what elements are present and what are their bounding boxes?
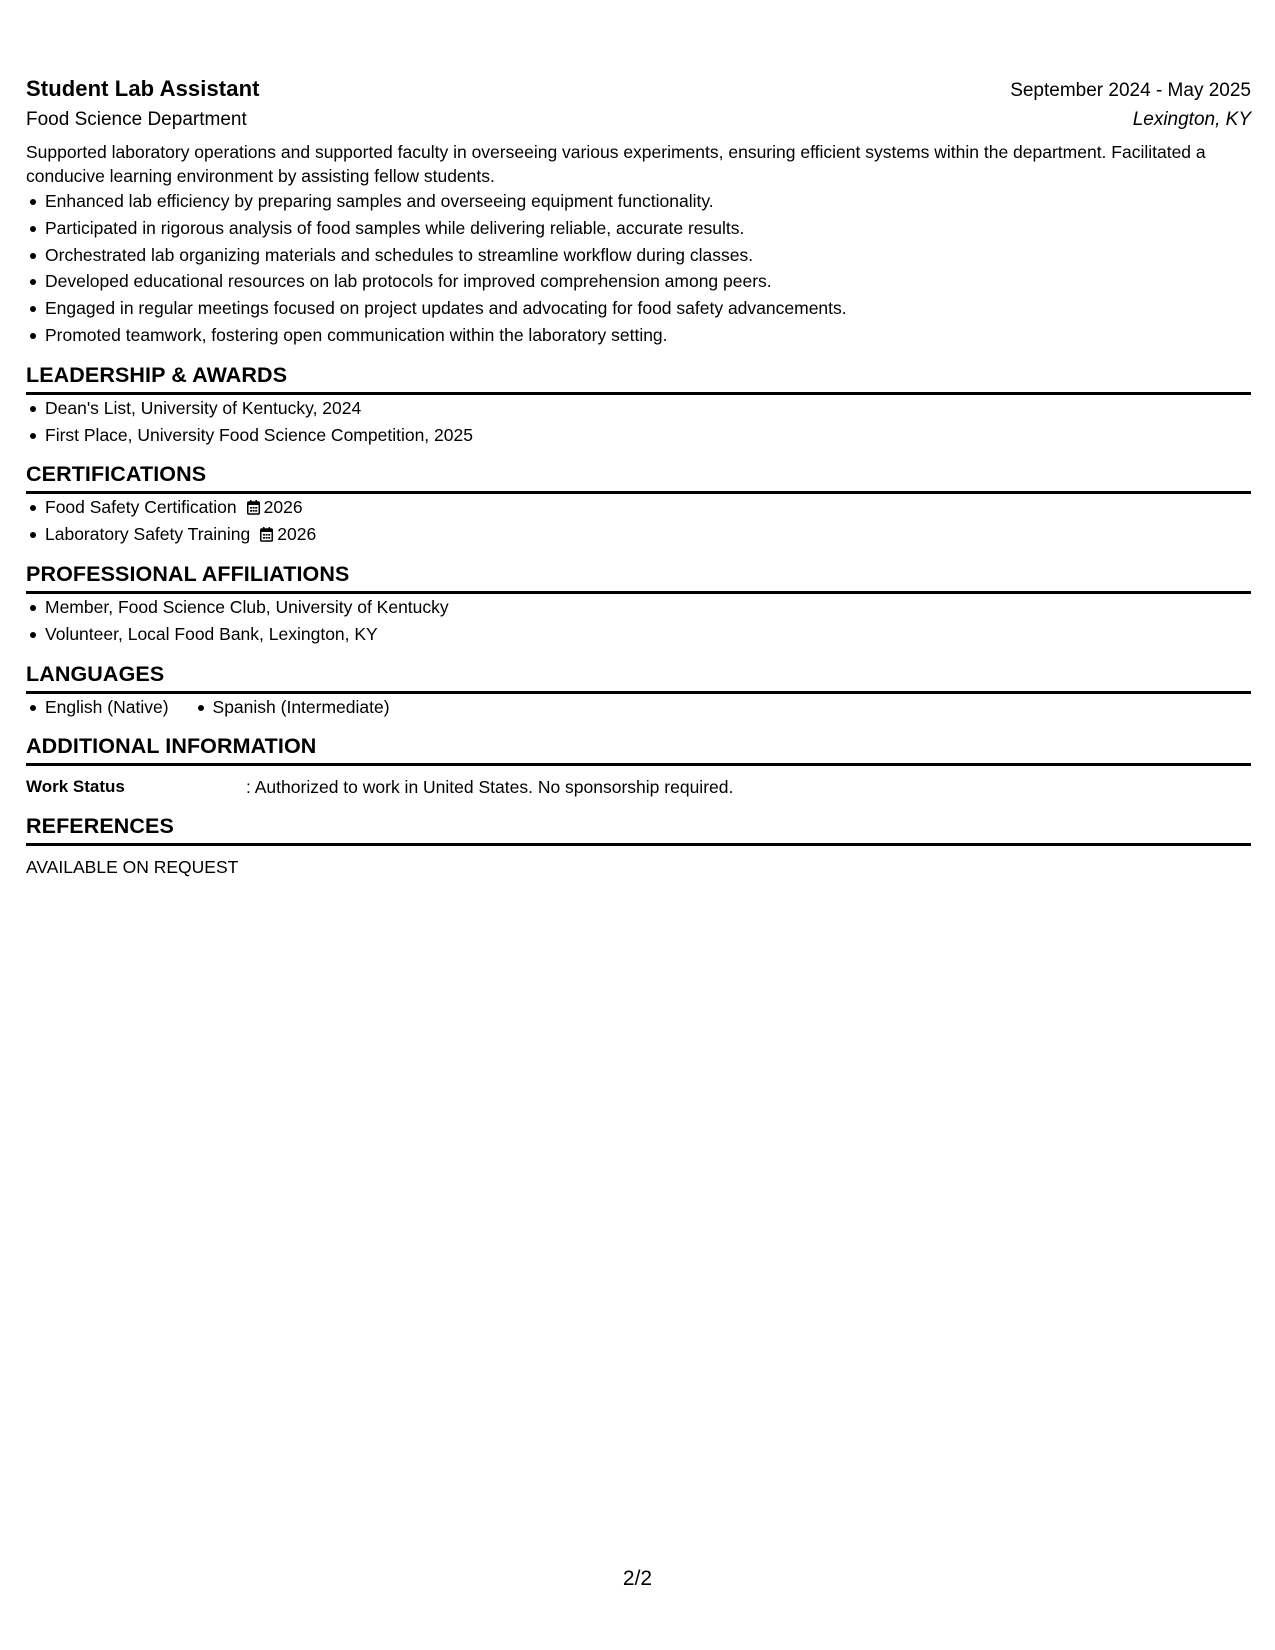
experience-entry [26,76,1251,349]
job-subheader [26,109,1251,131]
languages-section [26,662,1251,721]
calendar-icon [260,527,273,542]
certification-year: 2026 [277,524,317,545]
languages-list [26,694,1251,721]
references-text: AVAILABLE ON REQUEST [26,857,239,878]
additional-info-section [26,734,1251,800]
section-heading: PROFESSIONAL AFFILIATIONS [26,562,1251,594]
list-item: Volunteer, Local Food Bank, Lexington, KY [45,621,1251,648]
work-status-row [26,774,1251,800]
resume-page [26,76,1251,880]
leadership-section [26,363,1251,449]
list-item: Developed educational resources on lab protocols for improved comprehension among peers. [45,268,1251,295]
affiliations-section [26,562,1251,648]
certifications-section [26,462,1251,548]
section-heading: LANGUAGES [26,662,1251,694]
affiliations-list [26,594,1251,648]
section-heading: REFERENCES [26,814,1251,846]
job-company: Food Science Department [26,109,247,130]
work-status-value: : Authorized to work in United States. No sponsorship required. [246,777,734,798]
list-item: Spanish (Intermediate) [213,694,390,721]
section-heading: ADDITIONAL INFORMATION [26,734,1251,766]
list-item: Dean's List, University of Kentucky, 2024 [45,395,1251,422]
list-item: First Place, University Food Science Competition, 2025 [45,422,1251,449]
certification-name: Food Safety Certification [45,497,237,518]
list-item: Participated in rigorous analysis of food samples while delivering reliable, accurate results. [45,215,1251,242]
page-number: 2/2 [622,1567,653,1590]
certification-year: 2026 [263,497,303,518]
section-heading: LEADERSHIP & AWARDS [26,363,1251,395]
list-item: Orchestrated lab organizing materials and schedules to streamline workflow during classes. [45,242,1251,269]
certifications-list [26,494,1251,548]
job-title: Student Lab Assistant [26,76,260,101]
job-location: Lexington, KY [1132,109,1251,130]
certification-name: Laboratory Safety Training [45,524,251,545]
list-item: Promoted teamwork, fostering open communication within the laboratory setting. [45,322,1251,349]
list-item [45,521,1251,548]
list-item [45,494,1251,521]
work-status-label: Work Status [26,777,125,797]
leadership-list [26,395,1251,449]
list-item: Enhanced lab efficiency by preparing samples and overseeing equipment functionality. [45,188,1251,215]
job-dates: September 2024 - May 2025 [1010,80,1251,101]
references-section [26,814,1251,880]
job-header [26,76,1251,102]
list-item: English (Native) [45,694,169,721]
calendar-icon [247,500,260,515]
list-item: Member, Food Science Club, University of Kentucky [45,594,1251,621]
section-heading: CERTIFICATIONS [26,462,1251,494]
job-summary: Supported laboratory operations and supported faculty in overseeing various experiments, ensuring efficient systems within the department. Facilitated a conducive learning environment by assisting fellow students. [26,142,1206,186]
job-bullets [26,188,1251,349]
list-item: Engaged in regular meetings focused on project updates and advocating for food safety advancements. [45,295,1251,322]
